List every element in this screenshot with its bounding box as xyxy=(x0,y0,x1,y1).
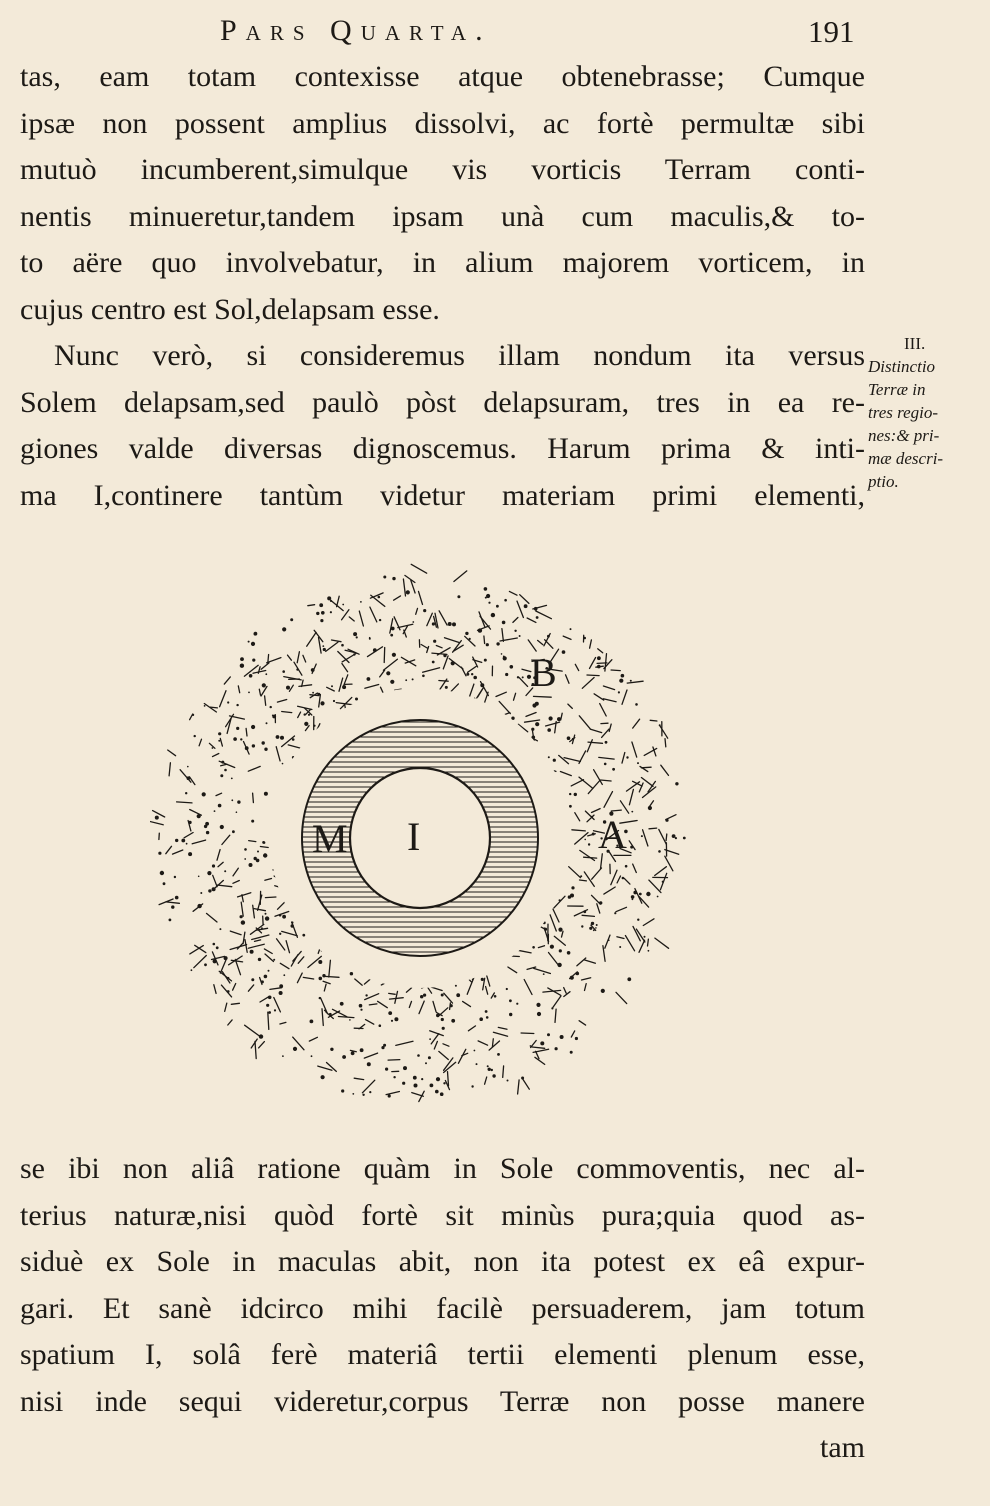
marginal-line: mæ descri- xyxy=(868,449,944,468)
text-block-top xyxy=(20,54,865,519)
text-line: cujus centro est Sol,delapsam esse. xyxy=(20,292,440,326)
text-block-bottom xyxy=(20,1146,865,1472)
page-header xyxy=(0,14,990,58)
marginal-line: nes:& pri- xyxy=(868,426,940,445)
running-title: Pars Quarta. xyxy=(220,14,492,47)
earth-regions-figure xyxy=(150,560,700,1120)
text-line: se ibi non aliâ ratione quàm in Sole commoventis, nec al- xyxy=(20,1152,865,1185)
marginal-note xyxy=(868,332,986,493)
label-b: B xyxy=(530,650,557,695)
page-number: 191 xyxy=(808,14,855,49)
text-line: mutuò incumberent,simulque vis vorticis Terram conti- xyxy=(20,153,865,186)
marginal-line: ptio. xyxy=(868,472,899,491)
text-line: giones valde diversas dignoscemus. Harum prima & inti- xyxy=(20,432,865,465)
text-line: ma I,continere tantùm videtur materiam primi elementi, xyxy=(20,478,865,512)
text-line: terius naturæ,nisi quòd fortè sit minùs pura;quia quod as- xyxy=(20,1198,865,1232)
catchword: tam xyxy=(820,1431,865,1464)
text-line: gari. Et sanè idcirco mihi facilè persuaderem, jam totum xyxy=(20,1291,865,1325)
label-m: M xyxy=(312,816,348,861)
text-line: siduè ex Sole in maculas abit, non ita potest ex eâ expur- xyxy=(20,1245,865,1278)
marginal-number: III. xyxy=(904,334,926,353)
text-line: nisi inde sequi videretur,corpus Terræ non posse manere xyxy=(20,1384,865,1418)
text-line: nentis minueretur,tandem ipsam unà cum maculis,& to- xyxy=(20,199,865,233)
marginal-line: Terræ in xyxy=(868,380,926,399)
label-i: I xyxy=(407,814,421,859)
marginal-line: Distinctio xyxy=(868,357,936,376)
label-a: A xyxy=(598,812,627,857)
text-line: spatium I, solâ ferè materiâ tertii elementi plenum esse, xyxy=(20,1338,865,1371)
text-line: Solem delapsam,sed paulò pòst delapsuram, tres in ea re- xyxy=(20,385,865,419)
text-line: to aëre quo involvebatur, in alium majorem vorticem, in xyxy=(20,246,865,279)
text-line: tas, eam totam contexisse atque obtenebrasse; Cumque xyxy=(20,60,865,93)
text-line: Nunc verò, si consideremus illam nondum ita versus xyxy=(54,339,865,372)
figure-svg xyxy=(150,560,700,1120)
marginal-line: tres regio- xyxy=(868,403,939,422)
text-line: ipsæ non possent amplius dissolvi, ac fortè permultæ sibi xyxy=(20,106,865,140)
